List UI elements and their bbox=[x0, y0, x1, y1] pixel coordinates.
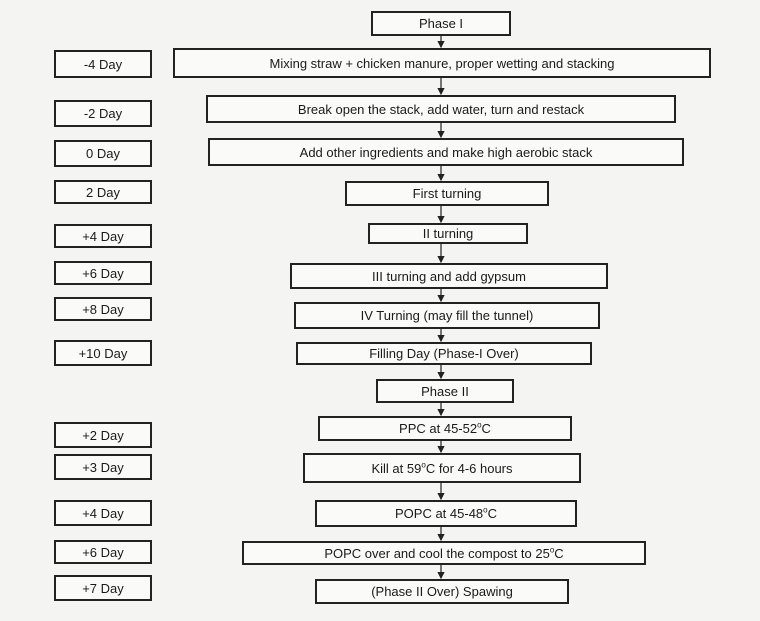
phase2-title-box bbox=[376, 379, 514, 403]
phase2-title: Phase II bbox=[421, 383, 469, 399]
day-box bbox=[54, 180, 152, 204]
day-box bbox=[54, 454, 152, 480]
process-box bbox=[242, 541, 646, 565]
day-box bbox=[54, 540, 152, 564]
day-box bbox=[54, 575, 152, 601]
step-text: Kill at 59$^o$C for 4-6 hours bbox=[371, 460, 513, 476]
day-label: +3 Day bbox=[82, 459, 124, 475]
day-box bbox=[54, 422, 152, 448]
step-text: POPC at 45-48$^o$C bbox=[395, 505, 497, 521]
step-text: First turning bbox=[412, 186, 482, 201]
day-box bbox=[54, 500, 152, 526]
process-box bbox=[296, 342, 592, 365]
day-label: -2 Day bbox=[83, 106, 123, 121]
step-text: (Phase II Over) Spawing bbox=[371, 584, 513, 599]
process-box bbox=[315, 579, 569, 604]
day-label: 0 Day bbox=[86, 146, 120, 161]
process-box bbox=[345, 181, 549, 206]
process-box bbox=[315, 500, 577, 527]
day-label: +10 Day bbox=[78, 345, 128, 361]
day-box bbox=[54, 140, 152, 167]
process-box bbox=[294, 302, 600, 329]
day-label: +2 Day bbox=[82, 427, 124, 443]
day-box bbox=[54, 261, 152, 285]
day-box bbox=[54, 50, 152, 78]
step-text: Break open the stack, add water, turn and restack bbox=[297, 101, 585, 117]
step-text: IV Turning (may fill the tunnel) bbox=[360, 308, 534, 323]
day-label: -4 Day bbox=[83, 56, 123, 72]
day-label: +6 Day bbox=[82, 544, 124, 560]
day-label: +7 Day bbox=[82, 580, 124, 596]
day-label: +4 Day bbox=[82, 228, 124, 244]
process-box bbox=[208, 138, 684, 166]
step-text: II turning bbox=[422, 226, 474, 241]
process-box bbox=[303, 453, 581, 483]
step-text: POPC over and cool the compost to 25$^o$C bbox=[324, 545, 564, 561]
step-text: Filling Day (Phase-I Over) bbox=[369, 346, 519, 361]
day-box bbox=[54, 224, 152, 248]
day-label: 2 Day bbox=[86, 184, 120, 200]
process-box bbox=[173, 48, 711, 78]
day-label: +6 Day bbox=[82, 265, 124, 281]
day-label: +8 Day bbox=[82, 301, 124, 317]
step-text: PPC at 45-52$^o$C bbox=[399, 420, 491, 436]
day-box bbox=[54, 297, 152, 321]
day-box bbox=[54, 100, 152, 127]
process-box bbox=[318, 416, 572, 441]
process-box bbox=[368, 223, 528, 244]
process-box bbox=[290, 263, 608, 289]
process-box bbox=[206, 95, 676, 123]
day-label: +4 Day bbox=[82, 505, 124, 521]
step-text: Mixing straw + chicken manure, proper wetting and stacking bbox=[269, 55, 615, 71]
day-box bbox=[54, 340, 152, 366]
step-text: Add other ingredients and make high aerobic stack bbox=[299, 144, 593, 160]
phase1-title: Phase I bbox=[418, 16, 464, 31]
phase1-title-box bbox=[371, 11, 511, 36]
step-text: III turning and add gypsum bbox=[372, 268, 526, 284]
